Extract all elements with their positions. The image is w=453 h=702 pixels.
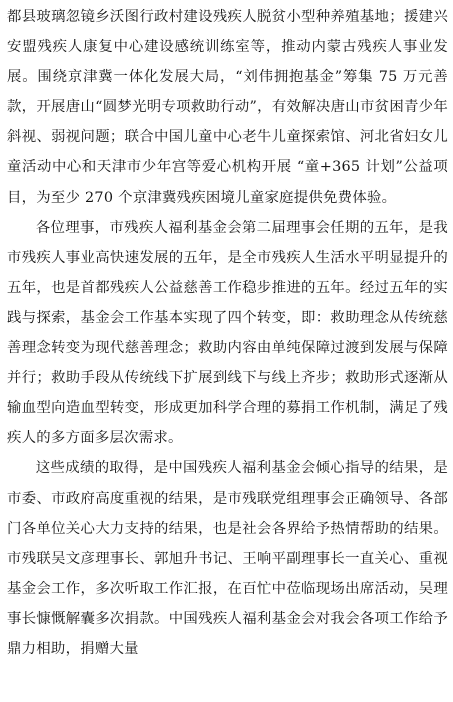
paragraph-continued: 都县玻璃忽镜乡沃图行政村建设残疾人脱贫小型种养殖基地；援建兴安盟残疾人康复中心建设感统训练室等，推动内蒙古残疾人事业发展。围绕京津冀一体化发展大局，“刘伟拥抱基金”筹集 75 万元善款，开展唐山“圆梦光明专项救助行动”，有效解决唐山市贫困青少年斜视、弱视问题；联合中国儿童中心老牛儿童探索馆、河北省妇女儿童活动中心和天津市少年宫等爱心机构开展 “童+365 计划”公益项目，为至少 270 个京津冀残疾困境儿童家庭提供免费体验。 xyxy=(7,9,448,206)
paragraph-acknowledgements: 这些成绩的取得，是中国残疾人福利基金会倾心指导的结果，是市委、市政府高度重视的结果，是市残联党组理事会正确领导、各部门各单位关心大力支持的结果，也是社会各界给予热情帮助的结果。市残联吴文彦理事长、郭旭升书记、王响平副理事长一直关心、重视基金会工作，多次听取工作汇报，在百忙中莅临现场出席活动，吴理事长慷慨解囊多次捐款。中国残疾人福利基金会对我会各项工作给予鼎力相助，捐赠大量 xyxy=(7,460,448,657)
paragraph-achievements: 各位理事，市残疾人福利基金会第二届理事会任期的五年，是我市残疾人事业高快速发展的五年，是全市残疾人生活水平明显提升的五年，也是首都残疾人公益慈善工作稳步推进的五年。经过五年的实践与探索，基金会工作基本实现了四个转变，即：救助理念从传统慈善理念转变为现代慈善理念；救助内容由单纯保障过渡到发展与保障并行；救助手段从传统线下扩展到线下与线上齐步；救助形式逐渐从输血型向造血型转变，形成更加科学合理的募捐工作机制，满足了残疾人的多方面多层次需求。 xyxy=(7,219,448,447)
